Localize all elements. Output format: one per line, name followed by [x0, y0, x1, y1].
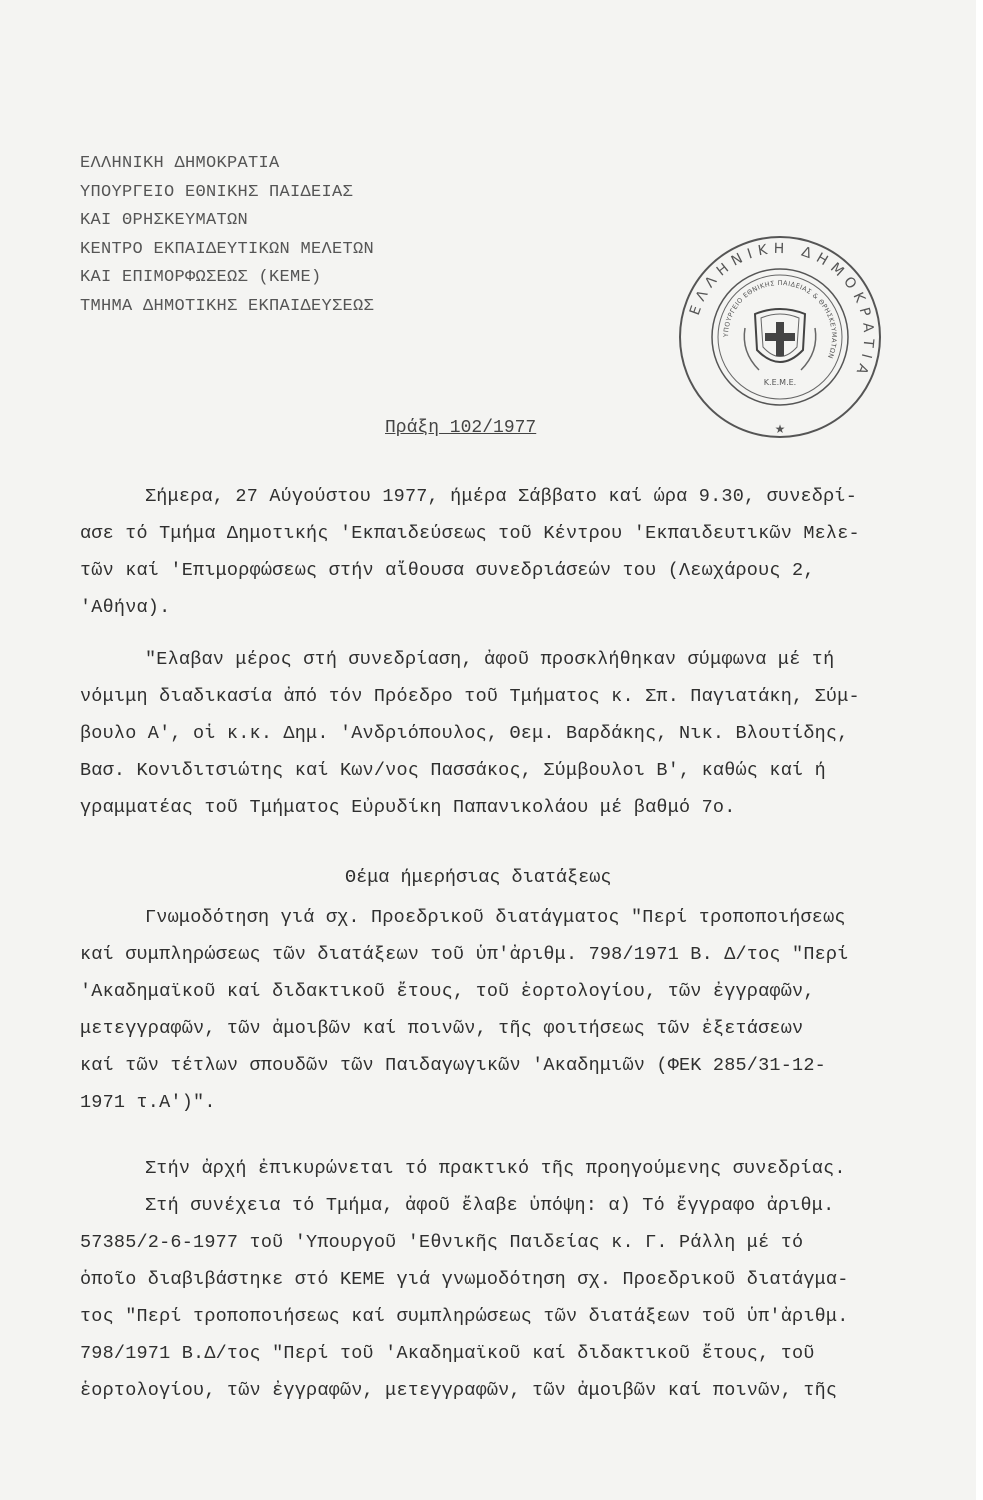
letterhead-line-1: ΕΛΛΗΝΙΚΗ ΔΗΜΟΚΡΑΤΙΑ	[80, 154, 280, 173]
scan-edge	[976, 0, 983, 1500]
body-line-13: μετεγγραφῶν, τῶν ἀμοιβῶν καί ποινῶν, τῆς φοιτήσεως τῶν ἐξετάσεων	[80, 1018, 804, 1039]
body-line-21: 798/1971 Β.Δ/τος "Περί τοῦ 'Ακαδημαϊκοῦ καί διδακτικοῦ ἔτους, τοῦ	[80, 1343, 815, 1364]
body-line-7: βουλο Α', οἱ κ.κ. Δημ. 'Ανδριόπουλος, Θεμ. Βαρδάκης, Νικ. Βλουτίδης,	[80, 723, 849, 744]
body-line-10: Γνωμοδότηση γιά σχ. Προεδρικοῦ διατάγματος "Περί τροποποιήσεως	[145, 907, 846, 928]
body-line-8: Βασ. Κονιδιτσιώτης καί Κων/νος Πασσάκος, Σύμβουλοι Β', καθώς καί ή	[80, 760, 826, 781]
body-line-12: 'Ακαδημαϊκοῦ καί διδακτικοῦ ἔτους, τοῦ ἑορτολογίου, τῶν ἐγγραφῶν,	[80, 981, 815, 1002]
star-icon: ★	[774, 422, 786, 436]
body-line-11: καί συμπληρώσεως τῶν διατάξεων τοῦ ὑπ'ἀριθμ. 798/1971 Β. Δ/τος "Περί	[80, 944, 849, 965]
seal-outer-text: ΕΛΛΗΝΙΚΗ ΔΗΜΟΚΡΑΤΙΑ	[686, 240, 877, 382]
svg-text:ΕΛΛΗΝΙΚΗ ΔΗΜΟΚΡΑΤΙΑ	[687, 241, 876, 382]
seal-bottom-text: Κ.Ε.Μ.Ε.	[763, 378, 797, 387]
body-line-9: γραμματέας τοῦ Τμήματος Εὐρυδίκη Παπανικολάου μέ βαθμό 7ο.	[80, 797, 736, 818]
body-line-17: Στή συνέχεια τό Τμήμα, ἀφοῦ ἔλαβε ὑπόψη: α) Τό ἔγγραφο ἀριθμ.	[145, 1195, 835, 1216]
body-line-6: νόμιμη διαδικασία ἀπό τόν Πρόεδρο τοῦ Τμήματος κ. Σπ. Παγιατάκη, Σύμ-	[80, 686, 860, 707]
letterhead-line-3: ΚΑΙ ΘΡΗΣΚΕΥΜΑΤΩΝ	[80, 211, 249, 230]
agenda-subject-heading: Θέμα ήμερήσιας διατάξεως	[345, 867, 612, 888]
seal-inner-text: ΥΠΟΥΡΓΕΙΟ ΕΘΝΙΚΗΣ ΠΑΙΔΕΙΑΣ & ΘΡΗΣΚΕΥΜΑΤΩΝ	[721, 278, 839, 360]
body-line-4: 'Αθήνα).	[80, 597, 171, 618]
body-line-3: τῶν καί 'Επιμορφώσεως στήν αἴθουσα συνεδριάσεών του (Λεωχάρους 2,	[80, 560, 815, 581]
official-seal-stamp	[675, 232, 885, 442]
body-line-15: 1971 τ.Α')".	[80, 1092, 216, 1113]
letterhead-line-4: ΚΕΝΤΡΟ ΕΚΠΑΙΔΕΥΤΙΚΩΝ ΜΕΛΕΤΩΝ	[80, 239, 375, 259]
body-line-20: τος "Περί τροποποιήσεως καί συμπληρώσεως τῶν διατάξεων τοῦ ὑπ'ἀριθμ.	[80, 1306, 849, 1327]
body-line-16: Στήν ἀρχή ἐπικυρώνεται τό πρακτικό τῆς προηγούμενης συνεδρίας.	[145, 1158, 846, 1179]
body-line-19: ὁποῖο διαβιβάστηκε στό ΚΕΜΕ γιά γνωμοδότηση σχ. Προεδρικοῦ διατάγμα-	[80, 1269, 849, 1290]
letterhead-line-6: ΤΜΗΜΑ ΔΗΜΟΤΙΚΗΣ ΕΚΠΑΙΔΕΥΣΕΩΣ	[80, 296, 375, 316]
body-line-1: Σήμερα, 27 Αύγούστου 1977, ήμέρα Σάββατο καί ώρα 9.30, συνεδρί-	[145, 486, 858, 507]
body-line-14: καί τῶν τέτλων σπουδῶν τῶν Παιδαγωγικῶν 'Ακαδημιῶν (ΦΕΚ 285/31-12-	[80, 1055, 826, 1076]
letterhead-line-2: ΥΠΟΥΡΓΕΙΟ ΕΘΝΙΚΗΣ ΠΑΙΔΕΙΑΣ	[80, 182, 354, 202]
body-line-22: ἑορτολογίου, τῶν ἐγγραφῶν, μετεγγραφῶν, τῶν ἀμοιβῶν καί ποινῶν, τῆς	[80, 1380, 838, 1401]
letterhead	[80, 150, 374, 321]
body-line-2: ασε τό Τμήμα Δημοτικής 'Εκπαιδεύσεως τοῦ Κέντρου 'Εκπαιδευτικῶν Μελε-	[80, 523, 860, 544]
coat-of-arms-icon	[744, 309, 815, 370]
letterhead-line-5: ΚΑΙ ΕΠΙΜΟΡΦΩΣΕΩΣ (ΚΕΜΕ)	[80, 268, 322, 287]
body-line-5: "Ελαβαν μέρος στή συνεδρίαση, ἀφοῦ προσκλήθηκαν σύμφωνα μέ τή	[145, 649, 835, 670]
body-line-18: 57385/2-6-1977 τοῦ 'Υπουργοῦ 'Εθνικῆς Παιδείας κ. Γ. Ράλλη μέ τό	[80, 1232, 804, 1253]
document-title: Πράξη 102/1977	[385, 418, 537, 438]
